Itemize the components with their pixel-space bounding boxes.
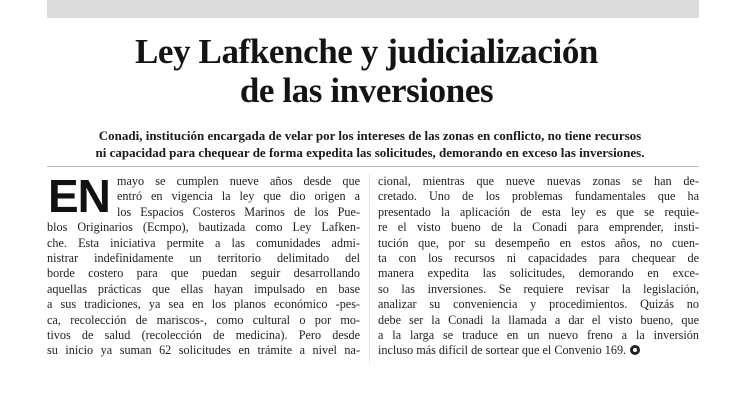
column-1-line: che. Esta iniciativa permite a las comunidades admi- bbox=[47, 235, 360, 250]
column-2-line: debe ser la Conadi la llamada a dar el visto bueno, que bbox=[378, 312, 699, 327]
column-2-line: re el visto bueno de la Conadi para emprender, insti- bbox=[378, 220, 699, 235]
article-column-1 bbox=[47, 170, 360, 359]
column-2-last-line-text: incluso más difícil de sortear que el Convenio 169. bbox=[378, 343, 627, 358]
column-2-line: manera expedita las solicitudes, demorando en exce- bbox=[378, 266, 699, 281]
top-gray-band bbox=[47, 0, 699, 18]
deck-line-2: ni capacidad para chequear de forma expedita las solicitudes, demorando en exceso las inversiones. bbox=[95, 145, 645, 160]
column-2-line: analizar su conveniencia y procedimientos. Quizás no bbox=[378, 297, 699, 312]
headline bbox=[0, 32, 733, 110]
column-1-line: tivos de salud (recolección de medicina). Pero desde bbox=[47, 327, 360, 342]
drop-cap: EN bbox=[48, 170, 110, 222]
column-2-line: ta con los recursos ni capacidades para chequear de bbox=[378, 250, 699, 265]
column-2-line: a la larga se traduce en un nuevo freno a la inversión bbox=[378, 327, 699, 342]
column-1-line: mayo se cumplen nueve años desde que bbox=[117, 174, 360, 188]
column-2-last-line bbox=[378, 343, 699, 358]
column-2-line: so las inversiones. Se requiere revisar la legislación, bbox=[378, 281, 699, 296]
column-separator bbox=[369, 174, 370, 364]
divider-rule bbox=[47, 166, 699, 167]
column-1-line: nistrar indefinidamente un territorio delimitado del bbox=[47, 250, 360, 265]
column-1-line: a sus tradiciones, ya sea en los planos económico -pes- bbox=[47, 297, 360, 312]
column-1-line: aquellas prácticas que ellas hayan impulsado en base bbox=[47, 281, 360, 296]
column-1-line: los Espacios Costeros Marinos de los Pue- bbox=[117, 204, 360, 219]
column-1-line: ca, recolección de mariscos-, como cultural o por mo- bbox=[47, 312, 360, 327]
column-1-line: su inicio ya suman 62 solicitudes en trámite a nivel na- bbox=[47, 343, 360, 358]
column-1-line: entró en vigencia la ley que dio origen a bbox=[117, 189, 360, 204]
deck bbox=[60, 127, 680, 161]
column-2-line: cretado. Uno de los problemas fundamentales que ha bbox=[378, 189, 699, 204]
headline-line-1: Ley Lafkenche y judicialización bbox=[134, 32, 598, 71]
article-column-2 bbox=[378, 174, 699, 359]
column-1-line: blos Originarios (Ecmpo), bautizada como Ley Lafken- bbox=[47, 220, 360, 235]
end-of-article-icon bbox=[630, 345, 640, 355]
headline-line-2: de las inversiones bbox=[239, 71, 494, 110]
column-2-line: tución que, por su desempeño en estos años, no cuen- bbox=[378, 235, 699, 250]
column-2-line: presentado la aplicación de esta ley es que se requie- bbox=[378, 204, 699, 219]
deck-line-1: Conadi, institución encargada de velar por los intereses de las zonas en conflicto, no tiene recursos bbox=[98, 128, 642, 143]
column-2-line: cional, mientras que nueve nuevas zonas se han de- bbox=[378, 174, 699, 188]
column-1-line: borde costero para que puedan seguir desarrollando bbox=[47, 266, 360, 281]
